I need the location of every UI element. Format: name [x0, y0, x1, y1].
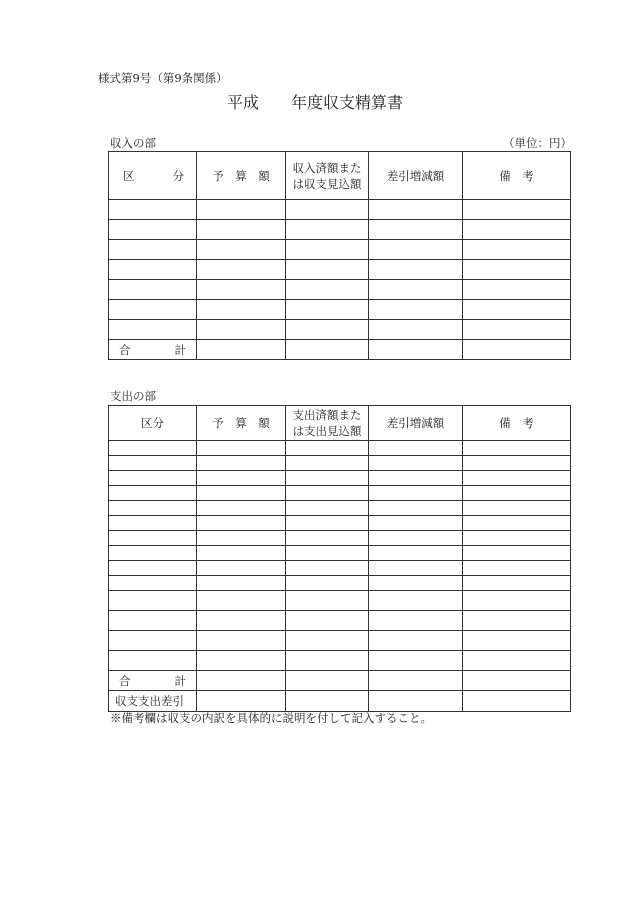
header-budget: 予 算 額 [197, 152, 286, 200]
table-row [109, 501, 571, 516]
document-title: 平成 年度収支精算書 [226, 93, 403, 112]
header-remarks: 備 考 [463, 406, 571, 441]
table-row [109, 441, 571, 456]
unit-label: （単位：円） [503, 136, 572, 150]
form-number: 様式第9号（第9条関係） [98, 71, 228, 85]
header-spent: 支出済額また は支出見込額 [286, 406, 369, 441]
total-label: 合 計 [109, 671, 197, 691]
table-row [109, 531, 571, 546]
expense-balance-row [109, 691, 571, 712]
header-budget: 予 算 額 [197, 406, 286, 441]
table-row [109, 260, 571, 280]
table-row [109, 471, 571, 486]
income-total-row [109, 340, 571, 360]
header-remarks: 備 考 [463, 152, 571, 200]
balance-label: 収支支出差引 [109, 691, 197, 712]
income-header-row [109, 152, 571, 200]
table-row [109, 220, 571, 240]
expense-section-label: 支出の部 [110, 389, 156, 403]
table-row [109, 300, 571, 320]
table-row [109, 456, 571, 471]
table-row [109, 591, 571, 611]
remarks-note: ※備考欄は収支の内訳を具体的に説明を付して記入すること。 [110, 711, 432, 725]
header-difference: 差引増減額 [369, 406, 463, 441]
header-difference: 差引増減額 [369, 152, 463, 200]
table-row [109, 611, 571, 631]
table-row [109, 200, 571, 220]
table-row [109, 486, 571, 501]
table-row [109, 631, 571, 651]
table-row [109, 651, 571, 671]
total-label: 合 計 [109, 340, 197, 360]
table-row [109, 546, 571, 561]
table-row [109, 561, 571, 576]
header-received: 収入済額また は収支見込額 [286, 152, 369, 200]
table-row [109, 280, 571, 300]
income-section-label: 収入の部 [110, 136, 156, 150]
expense-table [108, 405, 571, 712]
table-row [109, 240, 571, 260]
expense-total-row [109, 671, 571, 691]
expense-header-row [109, 406, 571, 441]
income-table [108, 151, 571, 360]
table-row [109, 516, 571, 531]
table-row [109, 576, 571, 591]
table-row [109, 320, 571, 340]
header-kubun: 区分 [109, 406, 197, 441]
header-kubun: 区 分 [109, 152, 197, 200]
